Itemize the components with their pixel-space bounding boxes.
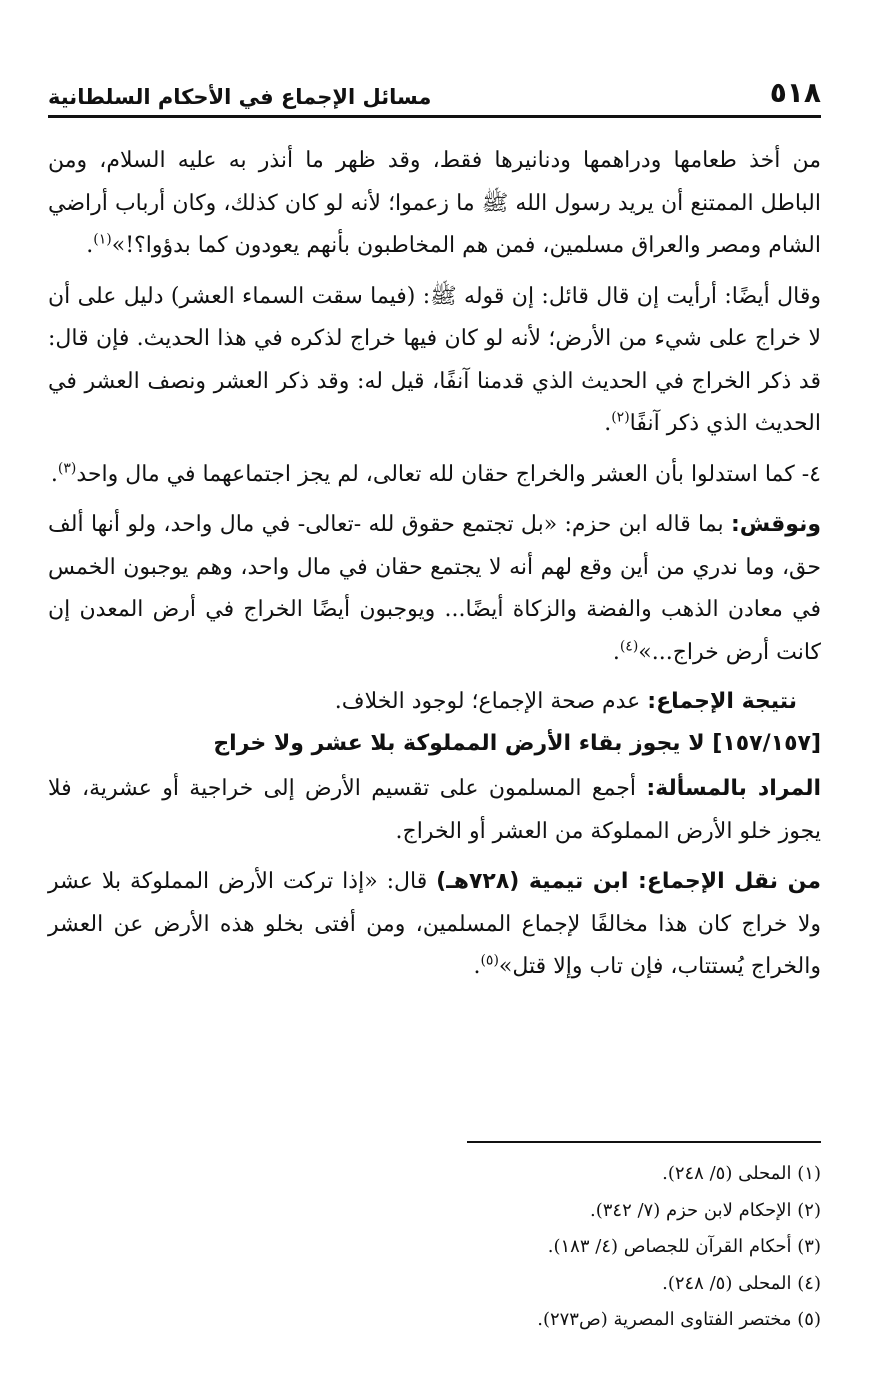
paragraph-6 <box>48 861 821 989</box>
paragraph-6-lead: من نقل الإجماع: ابن تيمية (٧٢٨هـ) <box>436 869 821 894</box>
consensus-result-lead: نتيجة الإجماع: <box>647 689 797 714</box>
page-body <box>48 140 821 997</box>
paragraph-4-end: . <box>612 639 620 665</box>
paragraph-1-text: من أخذ طعامها ودراهمها ودنانيرها فقط، وقد ظهر ما أنذر به عليه السلام، ومن الباطل الممتنع أن يريد رسول الله ﷺ ما زعموا؛ لأنه لو كان كذلك، وكان أرباب أراضي الشام ومصر والعراق مسلمين، فمن هم المخاطبون بأنهم يعودون كما بدؤوا؟!» <box>48 148 821 258</box>
paragraph-2-end: . <box>604 411 612 436</box>
paragraph-5-text: أجمع المسلمون على تقسيم الأرض إلى خراجية أو عشرية، فلا يجوز خلو الأرض المملوكة من العشر أو الخراج. <box>48 776 821 844</box>
footnote-3: (٣) أحكام القرآن للجصاص (٤/ ١٨٣). <box>547 1236 821 1257</box>
footnote-ref-2: (٢) <box>611 409 630 426</box>
paragraph-2 <box>48 276 821 446</box>
page-header <box>48 72 821 118</box>
paragraph-1 <box>48 140 821 268</box>
paragraph-1-end: . <box>86 233 94 258</box>
footnote-divider <box>467 1141 821 1143</box>
running-title: مسائل الإجماع في الأحكام السلطانية <box>48 85 432 109</box>
footnote-1: (١) المحلى (٥/ ٢٤٨). <box>662 1163 821 1184</box>
paragraph-4 <box>48 504 821 674</box>
paragraph-6-text: قال: «إذا تركت الأرض المملوكة بلا عشر ولا خراج كان هذا مخالفًا لإجماع المسلمين، ومن أفتى بخلو هذه الأرض عن العشر والخراج يُستتاب، فإن تاب وإلا قتل» <box>48 869 821 979</box>
issue-title: [١٥٧/١٥٧] لا يجوز بقاء الأرض المملوكة بلا عشر ولا خراج <box>213 731 821 756</box>
consensus-result <box>48 682 821 722</box>
paragraph-2-text: وقال أيضًا: أرأيت إن قال قائل: إن قوله ﷺ: (فيما سقت السماء العشر) دليل على أن لا خراج على شيء من الأرض؛ لأنه لو كان فيها خراج لذكره في هذا الحديث. فإن قال: قد ذكر الخراج في الحديث الذي قدمنا آنفًا، قيل له: وقد ذكر العشر ونصف العشر في الحديث الذي ذكر آنفًا <box>48 283 821 436</box>
page-number: ٥١٨ <box>769 76 821 109</box>
footnote-ref-1: (١) <box>93 231 112 248</box>
footnote-ref-3: (٣) <box>57 460 77 477</box>
paragraph-4-text: بما قاله ابن حزم: «بل تجتمع حقوق لله -تعالى- في مال واحد، ولو أنها ألف حق، وما ندري من أين وقع لهم أنه لا يجتمع حقان في مال واحد، وهم يوجبون الخمس في معادن الذهب والفضة والزكاة أيضًا... ويوجبون أيضًا الخراج في أرض المعدن إن كانت أرض خراج...» <box>48 512 821 665</box>
paragraph-5 <box>48 768 821 853</box>
footnote-ref-5: (٥) <box>480 952 499 969</box>
paragraph-3 <box>48 454 821 497</box>
footnote-ref-4: (٤) <box>619 638 639 655</box>
consensus-result-text: عدم صحة الإجماع؛ لوجود الخلاف. <box>334 689 648 714</box>
paragraph-5-lead: المراد بالمسألة: <box>646 776 821 801</box>
footnotes <box>48 1156 821 1339</box>
paragraph-4-lead: ونوقش: <box>730 512 821 537</box>
paragraph-6-end: . <box>473 954 481 979</box>
footnote-2: (٢) الإحكام لابن حزم (٧/ ٣٤٢). <box>589 1199 821 1221</box>
paragraph-3-end: . <box>50 461 58 487</box>
paragraph-3-text: ٤- كما استدلوا بأن العشر والخراج حقان لله تعالى، لم يجز اجتماعهما في مال واحد <box>76 461 821 487</box>
footnote-5: (٥) مختصر الفتاوى المصرية (ص٢٧٣). <box>537 1309 821 1330</box>
footnote-4: (٤) المحلى (٥/ ٢٤٨). <box>662 1272 821 1294</box>
